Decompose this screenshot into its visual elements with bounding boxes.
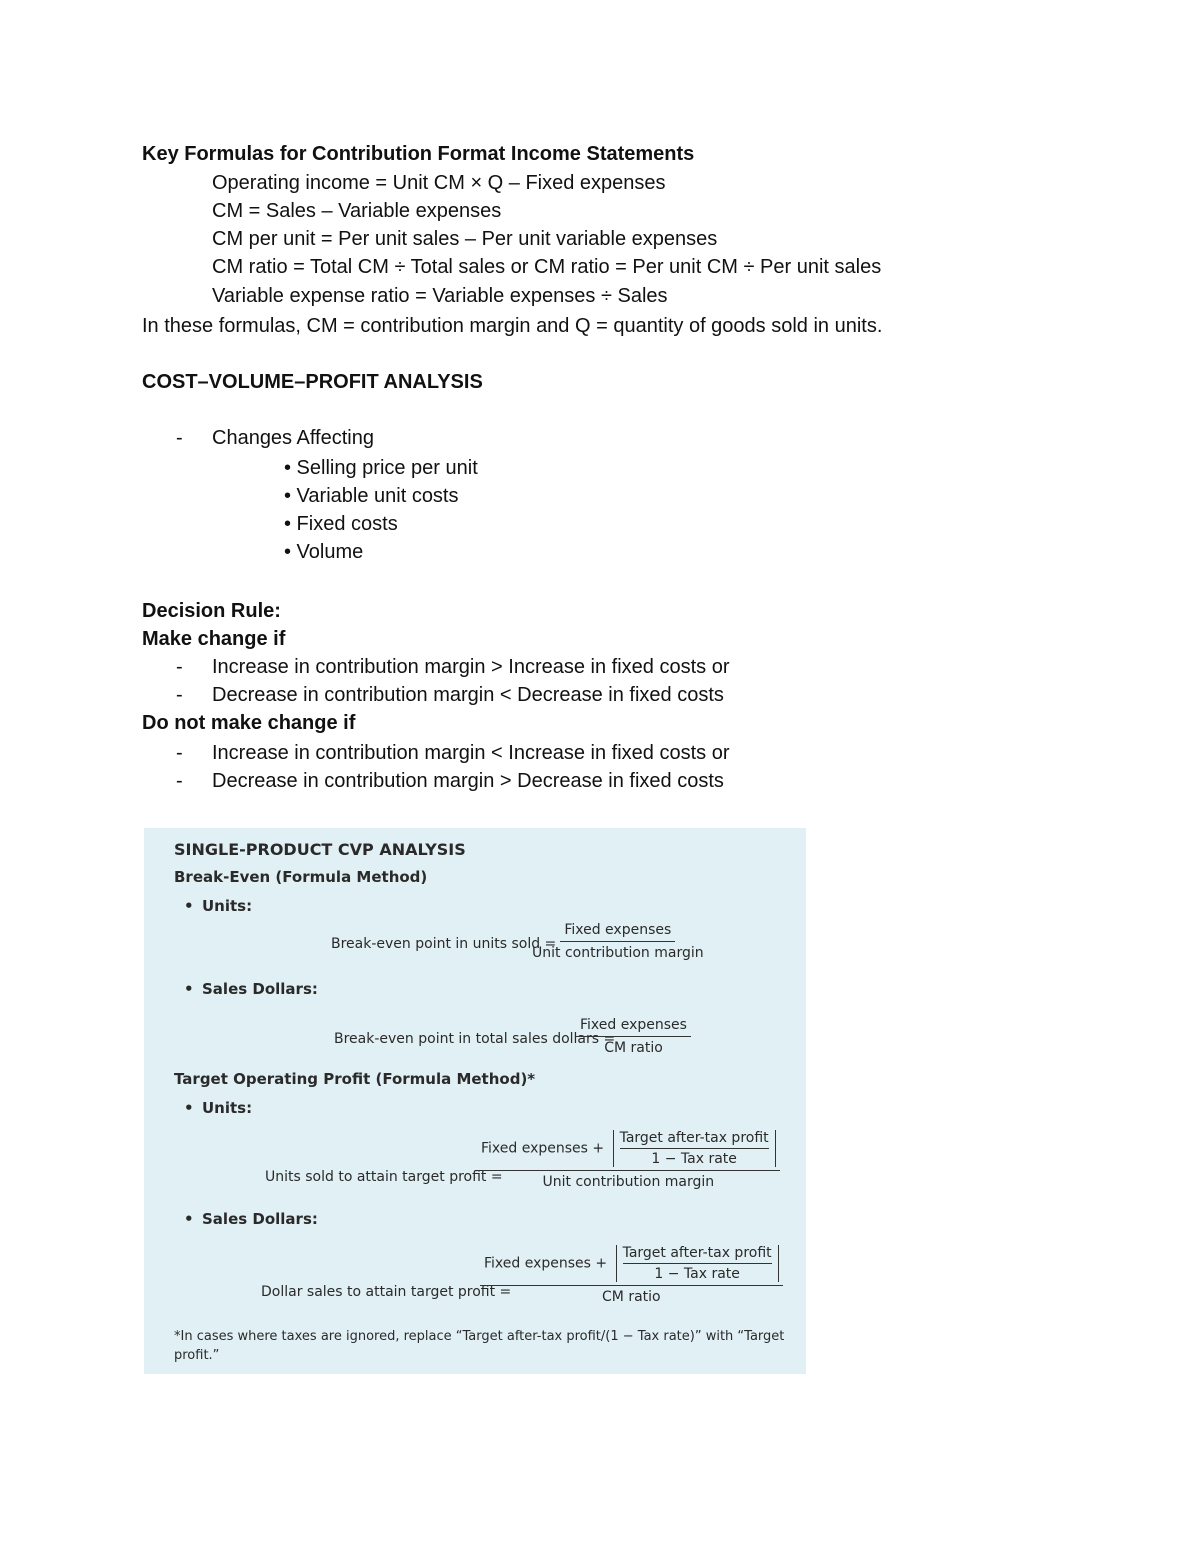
tp-units-numerator: [477, 1130, 780, 1171]
units-label: Units:: [202, 897, 253, 915]
inner-denominator: 1 − Tax rate: [651, 1151, 737, 1167]
footnote: *In cases where taxes are ignored, replace “Target after-tax profit/(1 − Tax rate)” with “Target profit.”: [174, 1329, 785, 1363]
dash-bullet: -: [176, 742, 183, 764]
tp-sales-lhs: Dollar sales to attain target profit =: [261, 1284, 512, 1300]
dash-bullet: -: [176, 684, 183, 706]
make-change-item: Increase in contribution margin > Increase in fixed costs or: [212, 656, 730, 678]
be-units-numerator: Fixed expenses: [560, 922, 675, 942]
formula-line: CM ratio = Total CM ÷ Total sales or CM ratio = Per unit CM ÷ Per unit sales: [212, 256, 882, 278]
inner-numerator: Target after-tax profit: [620, 1130, 769, 1149]
change-item: • Selling price per unit: [284, 457, 478, 479]
make-change-label: Make change if: [142, 628, 286, 650]
tp-units-lhs: Units sold to attain target profit =: [265, 1169, 503, 1185]
bullet: •: [184, 897, 194, 915]
tp-sales-fraction: [480, 1245, 783, 1305]
do-not-change-item: Increase in contribution margin < Increase in fixed costs or: [212, 742, 730, 764]
be-sales-fraction: [576, 1017, 691, 1056]
be-units-denominator: Unit contribution margin: [532, 945, 704, 961]
tp-num-prefix: Fixed expenses +: [481, 1140, 605, 1157]
panel-title: SINGLE-PRODUCT CVP ANALYSIS: [174, 840, 466, 859]
key-formulas-heading: Key Formulas for Contribution Format Income Statements: [142, 143, 695, 165]
do-not-make-change-label: Do not make change if: [142, 712, 356, 734]
be-units-fraction: [528, 922, 708, 961]
be-sales-numerator: Fixed expenses: [576, 1017, 691, 1037]
cvp-heading: COST–VOLUME–PROFIT ANALYSIS: [142, 371, 483, 393]
tp-units-fraction: [477, 1130, 780, 1190]
bracket-fraction: [616, 1245, 779, 1282]
tp-num-prefix: Fixed expenses +: [484, 1255, 608, 1272]
tp-sales-numerator: [480, 1245, 783, 1286]
formula-note: In these formulas, CM = contribution margin and Q = quantity of goods sold in units.: [142, 315, 883, 337]
make-change-item: Decrease in contribution margin < Decrease in fixed costs: [212, 684, 724, 706]
sales-dollars-label: Sales Dollars:: [202, 1210, 318, 1228]
bullet: •: [184, 980, 194, 998]
be-sales-denominator: CM ratio: [604, 1040, 663, 1056]
inner-denominator: 1 − Tax rate: [654, 1266, 740, 1282]
dash-bullet: -: [176, 770, 183, 792]
formula-line: Operating income = Unit CM × Q – Fixed expenses: [212, 172, 666, 194]
bullet: •: [184, 1099, 194, 1117]
formula-line: CM per unit = Per unit sales – Per unit variable expenses: [212, 228, 718, 250]
bullet: •: [184, 1210, 194, 1228]
decision-rule-heading: Decision Rule:: [142, 600, 281, 622]
be-sales-lhs: Break-even point in total sales dollars =: [334, 1031, 616, 1047]
units-label: Units:: [202, 1099, 253, 1117]
do-not-change-item: Decrease in contribution margin > Decrease in fixed costs: [212, 770, 724, 792]
target-profit-heading: Target Operating Profit (Formula Method)*: [174, 1070, 536, 1088]
change-item: • Variable unit costs: [284, 485, 459, 507]
dash-bullet: -: [176, 427, 183, 449]
be-units-lhs: Break-even point in units sold =: [331, 936, 557, 952]
tp-sales-denominator: CM ratio: [602, 1289, 661, 1305]
dash-bullet: -: [176, 656, 183, 678]
bracket-fraction: [613, 1130, 776, 1167]
cvp-formula-panel: [144, 828, 806, 1374]
tp-units-denominator: Unit contribution margin: [542, 1174, 715, 1190]
change-item: • Volume: [284, 541, 364, 563]
formula-line: Variable expense ratio = Variable expenses ÷ Sales: [212, 285, 668, 307]
breakeven-heading: Break-Even (Formula Method): [174, 868, 428, 886]
sales-dollars-label: Sales Dollars:: [202, 980, 318, 998]
change-item: • Fixed costs: [284, 513, 398, 535]
formula-line: CM = Sales – Variable expenses: [212, 200, 502, 222]
inner-numerator: Target after-tax profit: [623, 1245, 772, 1264]
changes-affecting-label: Changes Affecting: [212, 427, 374, 449]
